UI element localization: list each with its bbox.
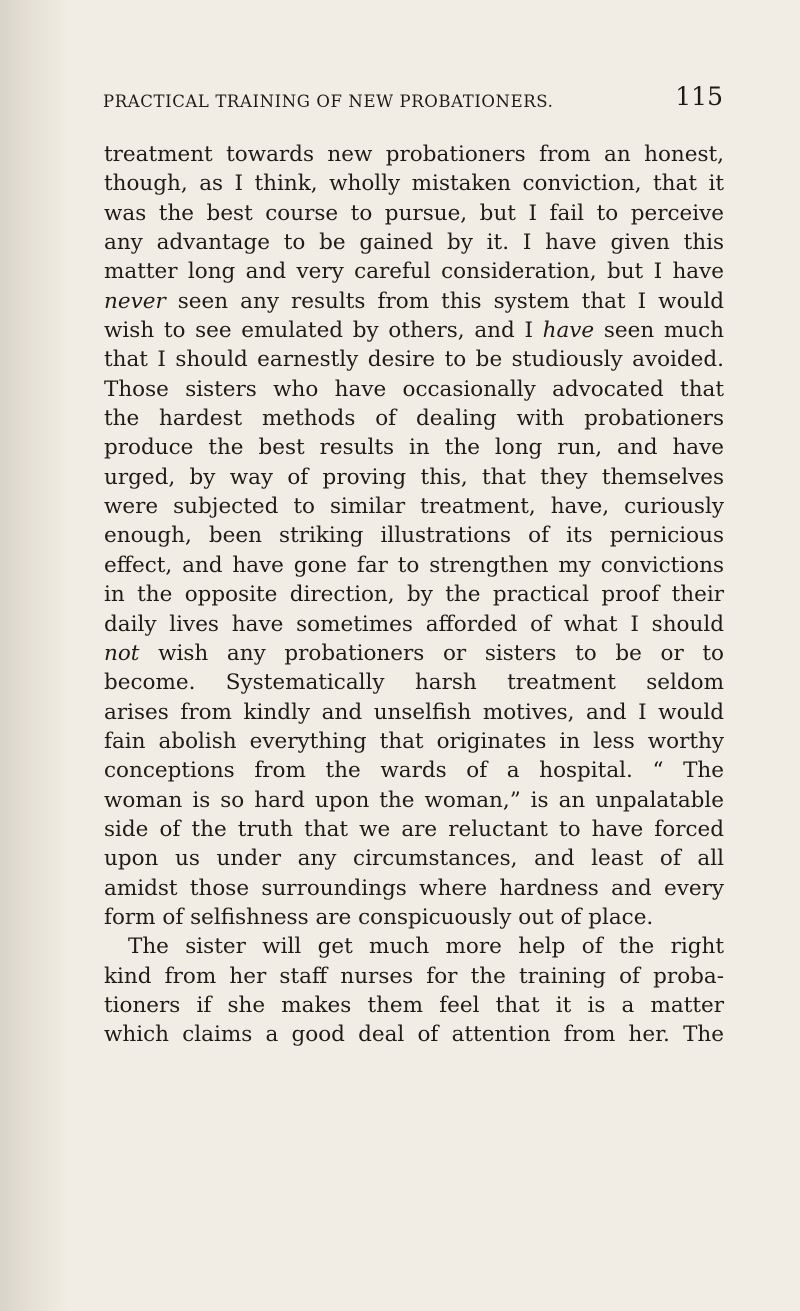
- text-line: produce the best results in the long run, and have: [104, 435, 724, 461]
- page-binding-shadow: [0, 0, 70, 1311]
- text-line: matter long and very careful consideration, but I have: [104, 259, 724, 285]
- text-line: daily lives have sometimes afforded of what I should: [104, 611, 724, 637]
- text-line: become. Systematically harsh treatment seldom: [104, 670, 724, 696]
- text-line: kind from her staff nurses for the training of proba-: [104, 963, 724, 989]
- text-line: upon us under any circumstances, and least of all: [104, 846, 724, 872]
- text-line: not wish any probationers or sisters to be or to: [104, 640, 724, 666]
- running-head: [103, 82, 723, 126]
- text-line: in the opposite direction, by the practical proof their: [104, 582, 724, 608]
- text-line: treatment towards new probationers from an honest,: [104, 142, 724, 167]
- body-text: [104, 140, 724, 1050]
- text-line: Those sisters who have occasionally advocated that: [104, 376, 724, 402]
- text-line: fain abolish everything that originates in less worthy: [104, 728, 724, 754]
- text-line: side of the truth that we are reluctant to have forced: [104, 816, 724, 842]
- text-line: that I should earnestly desire to be studiously avoided.: [104, 347, 724, 373]
- text-line: though, as I think, wholly mistaken conviction, that it: [104, 171, 724, 197]
- text-line: form of selfishness are conspicuously out of place.: [104, 904, 654, 930]
- emphasis: never: [104, 288, 166, 314]
- emphasis: not: [104, 640, 140, 666]
- text-line: effect, and have gone far to strengthen my convictions: [104, 552, 724, 578]
- running-title: PRACTICAL TRAINING OF NEW PROBATIONERS.: [103, 92, 554, 111]
- text-line: never seen any results from this system that I would: [104, 288, 724, 314]
- text-line: were subjected to similar treatment, have, curiously: [104, 494, 724, 520]
- text-line: conceptions from the wards of a hospital. “ The: [104, 758, 724, 784]
- text-line: which claims a good deal of attention from her. The: [104, 1022, 724, 1048]
- text-line: enough, been striking illustrations of its pernicious: [104, 523, 724, 549]
- text-line: woman is so hard upon the woman,” is an unpalatable: [104, 787, 724, 813]
- emphasis: have: [542, 318, 595, 344]
- text-line: any advantage to be gained by it. I have given this: [104, 230, 724, 256]
- text-line: wish to see emulated by others, and I have seen much: [104, 318, 724, 344]
- text-line: arises from kindly and unselfish motives, and I would: [104, 699, 724, 725]
- page-number: 115: [675, 82, 723, 111]
- text-line: urged, by way of proving this, that they themselves: [104, 464, 724, 490]
- text-line: The sister will get much more help of the right: [128, 934, 724, 960]
- text-line: was the best course to pursue, but I fail to perceive: [104, 200, 724, 226]
- text-line: tioners if she makes them feel that it is a matter: [104, 992, 724, 1018]
- text-line: the hardest methods of dealing with probationers: [104, 406, 724, 432]
- text-line: amidst those surroundings where hardness and every: [104, 875, 724, 901]
